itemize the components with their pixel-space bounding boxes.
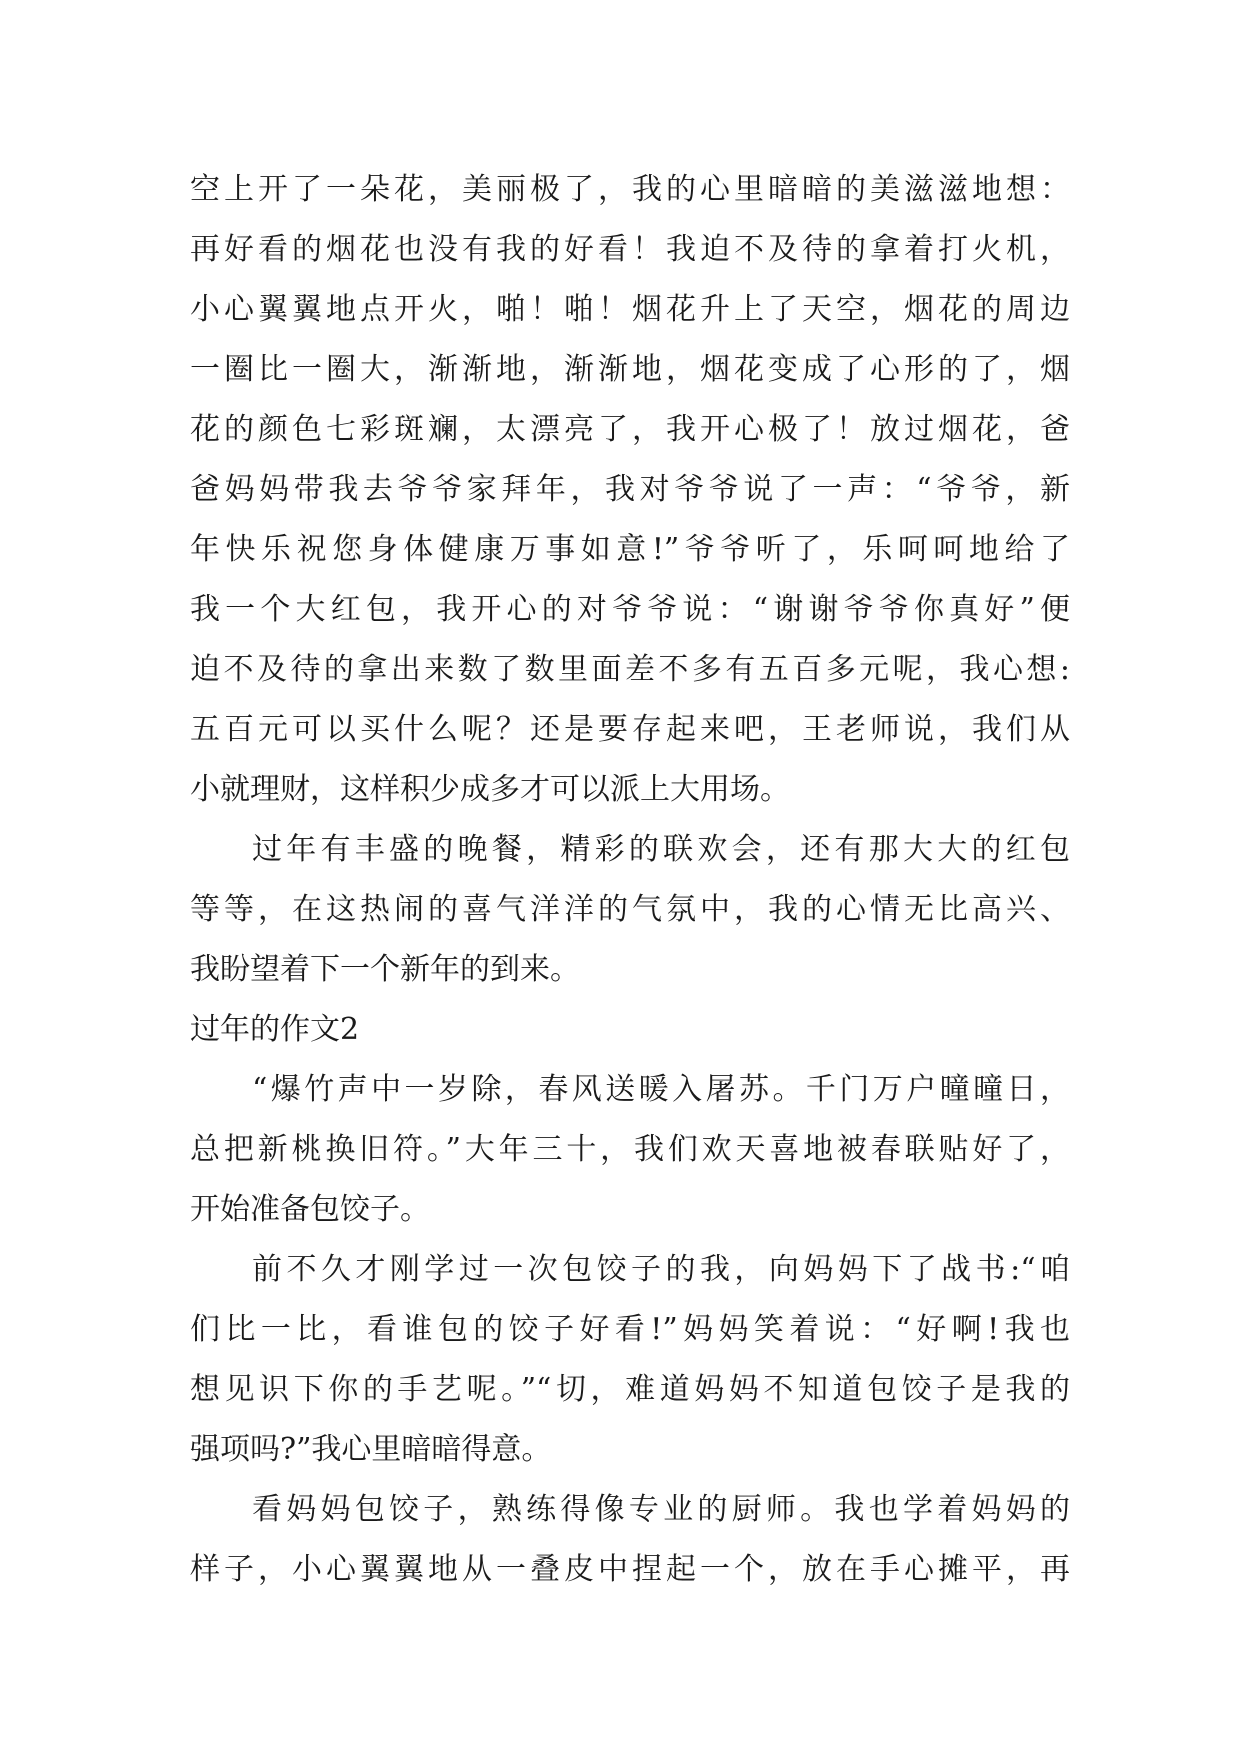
text-line: 花的颜色七彩斑斓，太漂亮了，我开心极了！放过烟花，爸 xyxy=(190,412,1070,447)
text-line: 开始准备包饺子。 xyxy=(190,1192,430,1227)
text-line: 五百元可以买什么呢？还是要存起来吧，王老师说，我们从 xyxy=(190,712,1070,747)
paragraph-2 xyxy=(190,820,1070,1000)
text-line: “爆竹声中一岁除，春风送暖入屠苏。千门万户曈曈日， xyxy=(252,1072,1070,1107)
text-line: 强项吗?”我心里暗暗得意。 xyxy=(190,1432,552,1467)
paragraph-3 xyxy=(190,1060,1070,1240)
paragraph-1 xyxy=(190,160,1070,820)
text-line: 过年有丰盛的晚餐，精彩的联欢会，还有那大大的红包 xyxy=(252,832,1070,867)
text-line: 小心翼翼地点开火，啪！啪！烟花升上了天空，烟花的周边 xyxy=(190,292,1070,327)
text-line: 爸妈妈带我去爷爷家拜年，我对爷爷说了一声：“爷爷，新 xyxy=(190,472,1070,507)
text-line: 一圈比一圈大，渐渐地，渐渐地，烟花变成了心形的了，烟 xyxy=(190,352,1070,387)
text-line: 再好看的烟花也没有我的好看！我迫不及待的拿着打火机， xyxy=(190,232,1070,267)
text-line: 样子，小心翼翼地从一叠皮中捏起一个，放在手心摊平，再 xyxy=(190,1552,1070,1587)
text-line: 我一个大红包，我开心的对爷爷说：“谢谢爷爷你真好”便 xyxy=(190,592,1070,627)
text-line: 想见识下你的手艺呢。”“切，难道妈妈不知道包饺子是我的 xyxy=(190,1372,1070,1407)
text-line: 前不久才刚学过一次包饺子的我，向妈妈下了战书:“咱 xyxy=(252,1252,1070,1287)
text-line: 们比一比，看谁包的饺子好看!”妈妈笑着说：“好啊!我也 xyxy=(190,1312,1070,1347)
text-line: 我盼望着下一个新年的到来。 xyxy=(190,952,580,987)
document-body xyxy=(190,160,1070,1600)
text-line: 空上开了一朵花，美丽极了，我的心里暗暗的美滋滋地想： xyxy=(190,172,1070,207)
paragraph-5 xyxy=(190,1480,1070,1600)
text-line: 小就理财，这样积少成多才可以派上大用场。 xyxy=(190,772,790,807)
text-line: 年快乐祝您身体健康万事如意!”爷爷听了，乐呵呵地给了 xyxy=(190,532,1070,567)
text-line: 迫不及待的拿出来数了数里面差不多有五百多元呢，我心想: xyxy=(190,652,1070,687)
text-line: 看妈妈包饺子，熟练得像专业的厨师。我也学着妈妈的 xyxy=(252,1492,1070,1527)
paragraph-4 xyxy=(190,1240,1070,1480)
text-line: 等等，在这热闹的喜气洋洋的气氛中，我的心情无比高兴、 xyxy=(190,892,1070,927)
section-title: 过年的作文2 xyxy=(190,1012,360,1047)
text-line: 总把新桃换旧符。”大年三十，我们欢天喜地被春联贴好了， xyxy=(190,1132,1070,1167)
